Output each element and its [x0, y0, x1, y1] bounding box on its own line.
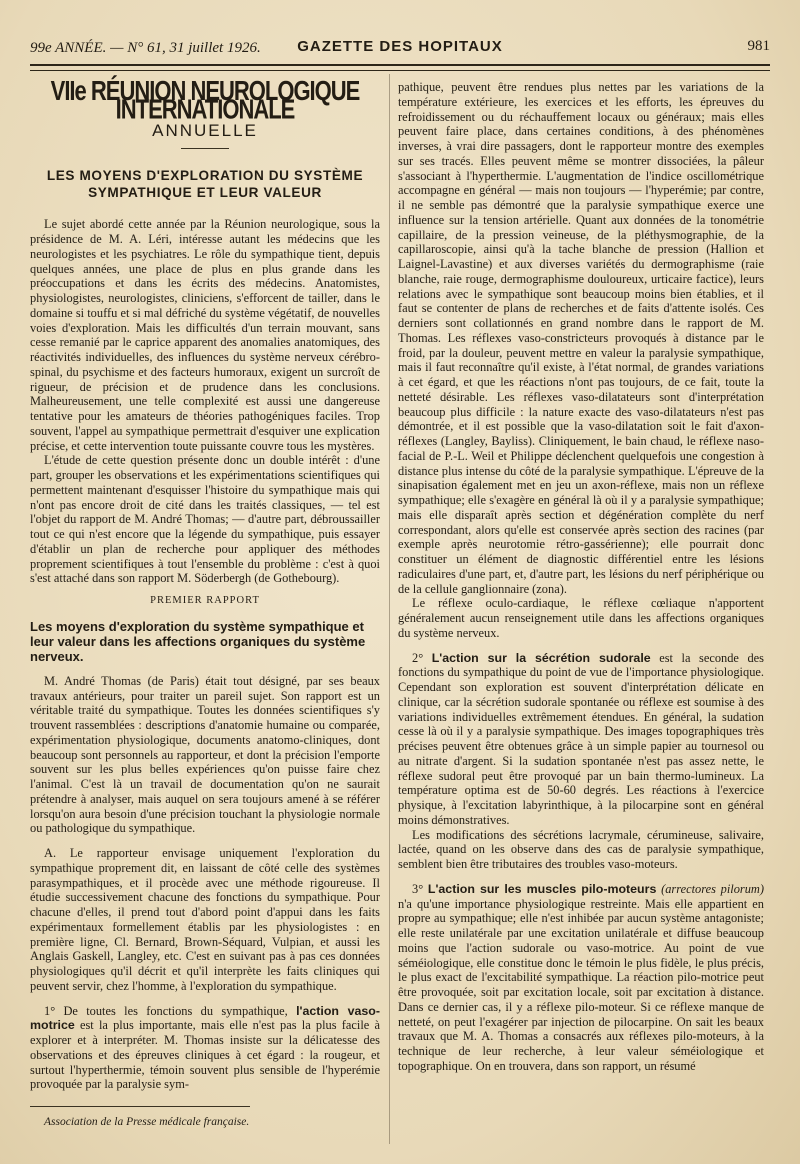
left-column	[30, 74, 380, 1130]
subheading-pilomoteurs: L'action sur les muscles pilo-moteurs	[427, 881, 657, 896]
paragraph	[398, 882, 764, 1074]
paragraph	[398, 651, 764, 828]
paragraph-lead: 2°	[412, 650, 432, 665]
section-subtitle: ANNUELLE	[152, 120, 258, 140]
subheading-sudorale: L'action sur la sécrétion sudorale	[431, 650, 651, 665]
report-label: PREMIER RAPPORT	[150, 595, 260, 606]
paragraph-lead: 1° De toutes les fonctions du sympathique,	[44, 1003, 288, 1018]
header-rule	[30, 64, 770, 71]
issue-info: 99e ANNÉE. — N° 61, 31 juillet 1926.	[30, 40, 261, 56]
column-divider	[389, 74, 390, 1144]
paragraph: Le réflexe oculo-cardiaque, le réflexe cœliaque n'apportent généralement aucun renseignement utile dans les affections organiques du système nerveux.	[398, 596, 764, 640]
article-title: LES MOYENS D'EXPLORATION DU SYSTÈME SYMPATHIQUE ET LEUR VALEUR	[46, 168, 364, 201]
paragraph-text: n'a qu'une importance physiologique restreinte. Mais elle appartient en propre au sympathique; elle n'est inhibée par aucun système antagoniste; elle reste unilatérale par une excitation unilatérale et diffuse beaucoup moins que l'action sudorale ou vaso-motrice. Au point de vue séméiologique, elle constitue donc le témoin le plus fidèle, le plus précis, le plus exact de l'excitabilité sympathique. La réaction pilo-motrice peut être provoquée, soit par excitation locale, soit par excitation à distance. Dans ce dernier cas, il y a réflexe pilo-moteur. Si ce réflexe manque de netteté, on peut l'exagérer par injection de pilocarpine. On sait les beaux travaux que M. A. Thomas a consacrés aux réflexes pilo-moteurs, à la technique de leur recherche, à leur valeur séméiologique et topographique. On en trouvera, dans son rapport, un résumé	[398, 896, 764, 1073]
paragraph: Les modifications des sécrétions lacrymale, cérumineuse, salivaire, lactée, quand on les observe dans des cas de paralysie sympathique, semblent bien être tributaires des troubles vaso-moteurs.	[398, 827, 764, 871]
journal-title: GAZETTE DES HOPITAUX	[297, 38, 503, 55]
footnote-rule	[30, 1106, 250, 1107]
page-header	[30, 38, 770, 60]
section-title: VIIe RÉUNION NEUROLOGIQUE INTERNATIONALE	[50, 74, 360, 125]
subheading-vasomotrice: l'action vaso-motrice	[30, 1003, 380, 1033]
intro-paragraph: L'étude de cette question présente donc un double intérêt : d'une part, grouper les observations et les expérimentations scientifiques qui permettent maintenant d'esquisser l'histoire du sympathique mais qui n'ont pas encore droit de cité dans les traités classiques, — tel est l'objet du rapport de M. André Thomas; — d'autre part, débroussailler tout ce qui n'est encore que la légende du sympathique, puis essayer d'établir un plan de recherche pour appliquer des méthodes proprement scientifiques à tout l'ensemble du problème : c'est à quoi s'est attaché dans son rapport M. Söderbergh (de Gothebourg).	[30, 453, 380, 586]
footnote: Association de la Presse médicale française.	[44, 1116, 250, 1128]
paragraph-text: est la seconde des fonctions du sympathique du point de vue de l'importance physiologique. Cependant son exploration est souvent d'interprétation délicate en clinique, car la sécrétion sudorale spontanée ou réflexe est soumise à des variations individuelles extrêmement étendues. En général, la sudation cesse là où il y a paralysie sympathique. Des images topographiques très précises peuvent être obtenues grâce à un simple papier au tournesol ou au nitrate d'argent. Si la sudation spontanée n'est pas assez nette, le réflexe sudoral peut être provoqué par un bain thermo-lumineux. La température optima est de 50-60 degrés. Les réactions à l'exercice physique, à l'excitation labyrinthique, à la pilocarpine sont en général moins démonstratives.	[398, 650, 764, 827]
report-paragraph: M. André Thomas (de Paris) était tout désigné, par ses beaux travaux antérieurs, pour traiter un pareil sujet. Son rapport est un véritable traité du sympathique. Toutes les données scientifiques s'y trouvent rassemblées : descriptions d'anatomie humaine ou comparée, expérimentation physiologique, documents anatomo-cliniques, dont beaucoup sont personnels au rapporteur, et dont la précision l'emporte souvent sur les plus belles expériences qu'on puisse faire chez l'animal. C'est là un travail de documentation qu'on ne saurait prétendre à analyser, mais auquel on sera toujours amené à se référer lorsqu'on aura besoin d'une précision touchant la physiologie normale ou pathologique du sympathique.	[30, 673, 380, 836]
latin-term: (arrectores pilorum)	[661, 881, 765, 896]
report-paragraph: A. Le rapporteur envisage uniquement l'exploration du sympathique proprement dit, en laissant de côté celle des systèmes parasympathiques, et il procède avec une méthode rigoureuse. Il étudie successivement chacune des fonctions du sympathique. Pour chacune d'elles, il prend tout d'abord point d'appui dans les faits expérimentaux formellement établis par les physiologistes : en première ligne, Cl. Bernard, Brown-Séquard, Vulpian, et aussi les Anglais Gaskell, Langley, etc. C'est en suivant pas à pas ces données physiologiques qu'il décrit et qu'il interprète les faits cliniques qui peuvent servir, chez l'homme, à l'exploration du sympathique.	[30, 846, 380, 993]
paragraph-lead: 3°	[412, 881, 428, 896]
title-rule	[181, 148, 229, 149]
right-column	[398, 80, 764, 1074]
page-number: 981	[747, 38, 770, 54]
continued-paragraph: pathique, peuvent être rendues plus nettes par les variations de la température extérieure, les exercices et les efforts, les épreuves du refroidissement ou du réchauffement locaux ou généraux; mais elles peuvent faire place, dans certaines conditions, à des phénomènes inverses, à vrai dire passagers, dont le rapporteur montre des exemples sur ses tracés. Elles peuvent même se montrer dissociées, la pâleur s'associant à l'hyperthermie. L'augmentation de l'indice oscillométrique accompagne en général — mais non toujours — l'hyperémie; par contre, il ne semble pas démontré que la paralysie sympathique exerce une influence sur la tension artérielle. Quant aux données de la tonométrie capillaire, de la pression veineuse, de la pléthysmographie, de la capillaroscopie, ainsi qu'à la tache blanche de pression (Hallion et Laignel-Lavastine) et aux diverses variétés du dermographisme (raie blanche, raie rouge, dermographisme douloureux, urticaire factice), leurs relations avec le sympathique sont beaucoup moins bien établies, et il faut se contenter de plans de recherches et de faits d'attente isolés. Ces derniers sont collationnés en grand nombre dans le rapport de M. Thomas. Les réflexes vaso-constricteurs provoqués à distance par le froid, par la douleur, peuvent mettre en valeur la paralysie sympathique, mais il faut reconnaître qu'il existe, à l'état normal, de grandes variations à cet égard, et que les réactions n'ont pas toujours, de ce fait, toute la netteté désirable. Les réflexes vaso-dilatateurs sont d'interprétation beaucoup plus difficile : la nature exacte des vaso-dilatateurs n'est pas démontrée, et il est possible que la vaso-dilatation soit le fait d'axon-réflexes (Langley, Bayliss). Cliniquement, le bain chaud, le réflexe naso-facial de P.-L. Weil et Philippe déclenchent quelquefois une congestion à distance plus intense du côté de la paralysie sympathique. L'épreuve de la sinapisation également met en jeu un axon-réflexe, mais non un réflexe sympathique; elle s'exagère en général là où il y a paralysie sympathique; mais elle disparaît après section et dégénération complète du nerf correspondant, alors qu'elle est conservée après section des racines (par exemple après neurotomie rétro-gassérienne); elle pourrait donc constituer un élément de diagnostic différentiel entre les lésions radiculaires d'une part, et, d'autre part, les lésions du nerf périphérique ou de la cellule ganglionnaire (zona).	[398, 80, 764, 596]
intro-paragraph: Le sujet abordé cette année par la Réunion neurologique, sous la présidence de M. A. Léri, intéresse autant les médecins que les neurologistes et les psychiatres. Le rôle du sympathique tient, depuis quelques années, une place de plus en plus grande dans les préoccupations et dans les écrits des médecins. Anatomistes, physiologistes, neurologistes, cliniciens, s'efforcent de tailler, dans le domaine si touffu et si mal défriché du système végétatif, de nouvelles voies d'exploration. Mais les difficultés d'un terrain mouvant, sans cesse remanié par le caprice apparent des anomalies anatomiques, des réactivités individuelles, des influences du système nerveux cérébro-spinal, du psychisme et des facteurs humoraux, exigent un surcroît de rigueur, de précision et de prudence dans les conclusions. Malheureusement, une telle complexité est aussi une dangereuse tentative pour les amateurs de théories pathogéniques faciles. Trop souvent, l'appel au sympathique permettrait d'esquiver une explication précise, et cette intervention toute puissante couvre tous les mystères.	[30, 217, 380, 453]
report-title: Les moyens d'exploration du système sympathique et leur valeur dans les affections organiques du système nerveux.	[30, 618, 366, 664]
paragraph-text: est la plus importante, mais elle n'est pas la plus facile à explorer et à interpréter. M. Thomas insiste sur la délicatesse des observations et des épreuves cliniques à cet égard : la rougeur, et surtout l'hyperthermie, témoin souvent plus sensible de l'hyperémie provoquée par la paralysie sym-	[30, 1018, 380, 1092]
report-paragraph	[30, 1004, 380, 1093]
